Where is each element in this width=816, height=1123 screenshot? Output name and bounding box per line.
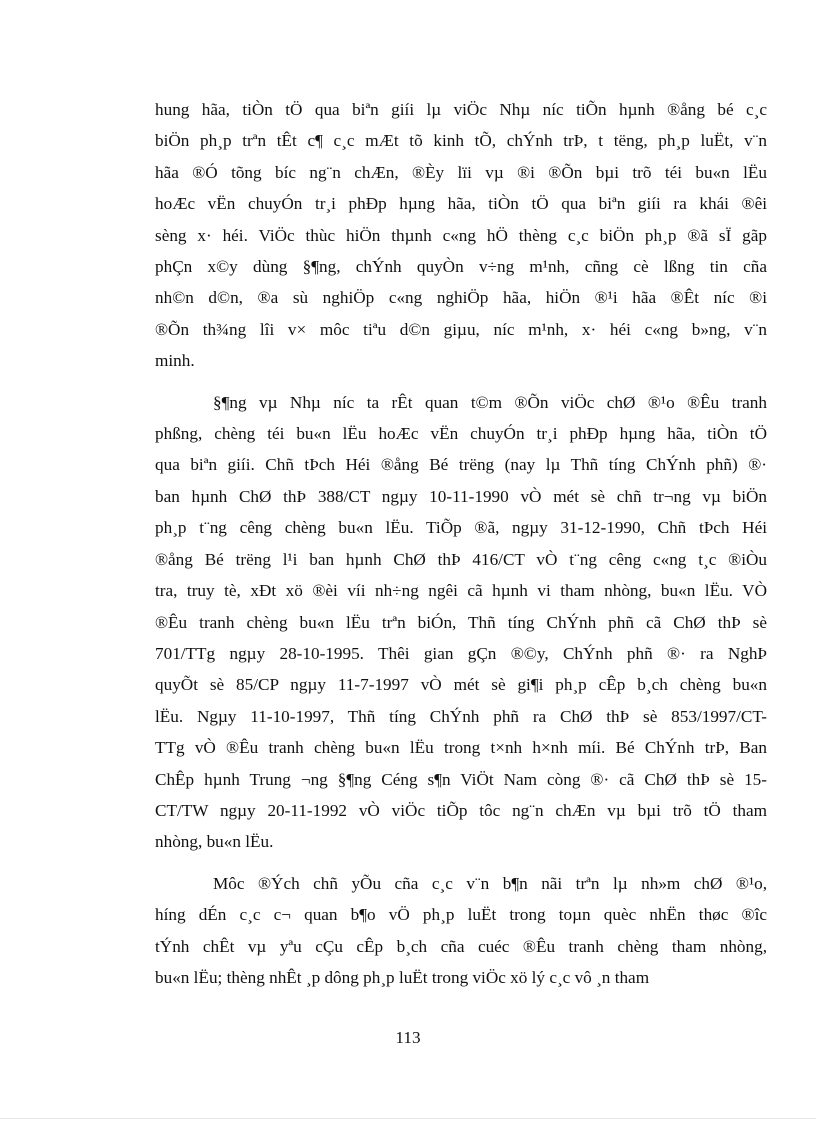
text-line: hãa ®Ó tõng bíc ng¨n chÆn, ®Èy lïi vµ ®i ®Õn bµi trõ téi bu«n lËu (155, 162, 767, 182)
text-line: ph¸p t¨ng cêng chèng bu«n lËu. TiÕp ®ã, ngµy 31-12-1990, Chñ tÞch Héi (155, 518, 767, 538)
text-line: quyÕt sè 85/CP ngµy 11-7-1997 vÒ mét sè gi¶i ph¸p cÊp b¸ch chèng bu«n (155, 675, 767, 695)
text-line: 701/TTg ngµy 28-10-1995. Thêi gian gÇn ®©y, ChÝnh phñ ®· ra NghÞ (155, 643, 767, 663)
text-line: bu«n lËu; thèng nhÊt ¸p dông ph¸p luËt trong viÖc xö lý c¸c vô ¸n tham (155, 967, 650, 987)
page-number: 113 (395, 1028, 421, 1047)
text-line: Môc ®Ých chñ yÕu cña c¸c v¨n b¶n nãi trªn lµ nh»m chØ ®¹o, (213, 873, 767, 893)
text-line: ®Õn th¾ng lîi v× môc tiªu d©n giµu, níc m¹nh, x· héi c«ng b»ng, v¨n (155, 319, 767, 339)
text-line: ®Êu tranh chèng bu«n lËu trªn biÓn, Thñ tíng ChÝnh phñ cã ChØ thÞ sè (155, 612, 767, 632)
text-line: ChÊp hµnh Trung ¬ng §¶ng Céng s¶n ViÖt Nam còng ®· cã ChØ thÞ sè 15- (155, 769, 767, 789)
text-line: lËu. Ngµy 11-10-1997, Thñ tíng ChÝnh phñ ra ChØ thÞ sè 853/1997/CT- (155, 706, 767, 726)
text-line: tÝnh chÊt vµ yªu cÇu cÊp b¸ch cña cuéc ®Êu tranh chèng tham nhòng, (155, 936, 767, 956)
text-line: phßng, chèng téi bu«n lËu hoÆc vËn chuyÓn tr¸i phÐp hµng hãa, tiÒn tÖ (155, 424, 767, 444)
text-line: híng dÉn c¸c c¬ quan b¶o vÖ ph¸p luËt trong toµn quèc nhËn thøc ®îc (155, 905, 767, 925)
paragraph-2 (155, 387, 767, 858)
text-line: ®ång Bé trëng l¹i ban hµnh ChØ thÞ 416/CT vÒ t¨ng cêng c«ng t¸c ®iÒu (155, 549, 767, 569)
text-line: §¶ng vµ Nhµ níc ta rÊt quan t©m ®Õn viÖc chØ ®¹o ®Êu tranh (213, 392, 767, 412)
text-line: sèng x· héi. ViÖc thùc hiÖn thµnh c«ng hÖ thèng c¸c biÖn ph¸p ®ã sÏ gãp (155, 225, 767, 245)
text-line: TTg vÒ ®Êu tranh chèng bu«n lËu trong t×nh h×nh míi. Bé ChÝnh trÞ, Ban (155, 738, 767, 758)
text-line: tra, truy tè, xÐt xö ®èi víi nh÷ng ngêi cã hµnh vi tham nhòng, bu«n lËu. VÒ (155, 581, 767, 601)
text-line: minh. (155, 351, 195, 371)
page-bottom-edge (0, 1118, 816, 1119)
paragraph-3 (155, 868, 767, 994)
text-line: ban hµnh ChØ thÞ 388/CT ngµy 10-11-1990 vÒ mét sè chñ tr¬ng vµ biÖn (155, 486, 767, 506)
text-line: hoÆc vËn chuyÓn tr¸i phÐp hµng hãa, tiÒn tÖ qua biªn giíi ra khái ®êi (155, 194, 767, 214)
text-line: nh©n d©n, ®a sù nghiÖp c«ng nghiÖp hãa, hiÖn ®¹i hãa ®Êt níc ®i (155, 288, 767, 308)
text-line: nhòng, bu«n lËu. (155, 832, 274, 852)
text-line: CT/TW ngµy 20-11-1992 vÒ viÖc tiÕp tôc ng¨n chÆn vµ bµi trõ tÖ tham (155, 800, 767, 820)
body-text (155, 94, 767, 993)
text-line: hung hãa, tiÒn tÖ qua biªn giíi lµ viÖc Nhµ níc tiÕn hµnh ®ång bé c¸c (155, 100, 767, 119)
text-line: phÇn x©y dùng §¶ng, chÝnh quyÒn v÷ng m¹nh, cñng cè lßng tin cña (155, 257, 767, 277)
text-line: qua biªn giíi. Chñ tÞch Héi ®ång Bé trëng (nay lµ Thñ tíng ChÝnh phñ) ®· (155, 455, 767, 475)
text-line: biÖn ph¸p trªn tÊt c¶ c¸c mÆt tõ kinh tÕ, chÝnh trÞ, t tëng, ph¸p luËt, v¨n (155, 131, 767, 151)
paragraph-1 (155, 94, 767, 377)
